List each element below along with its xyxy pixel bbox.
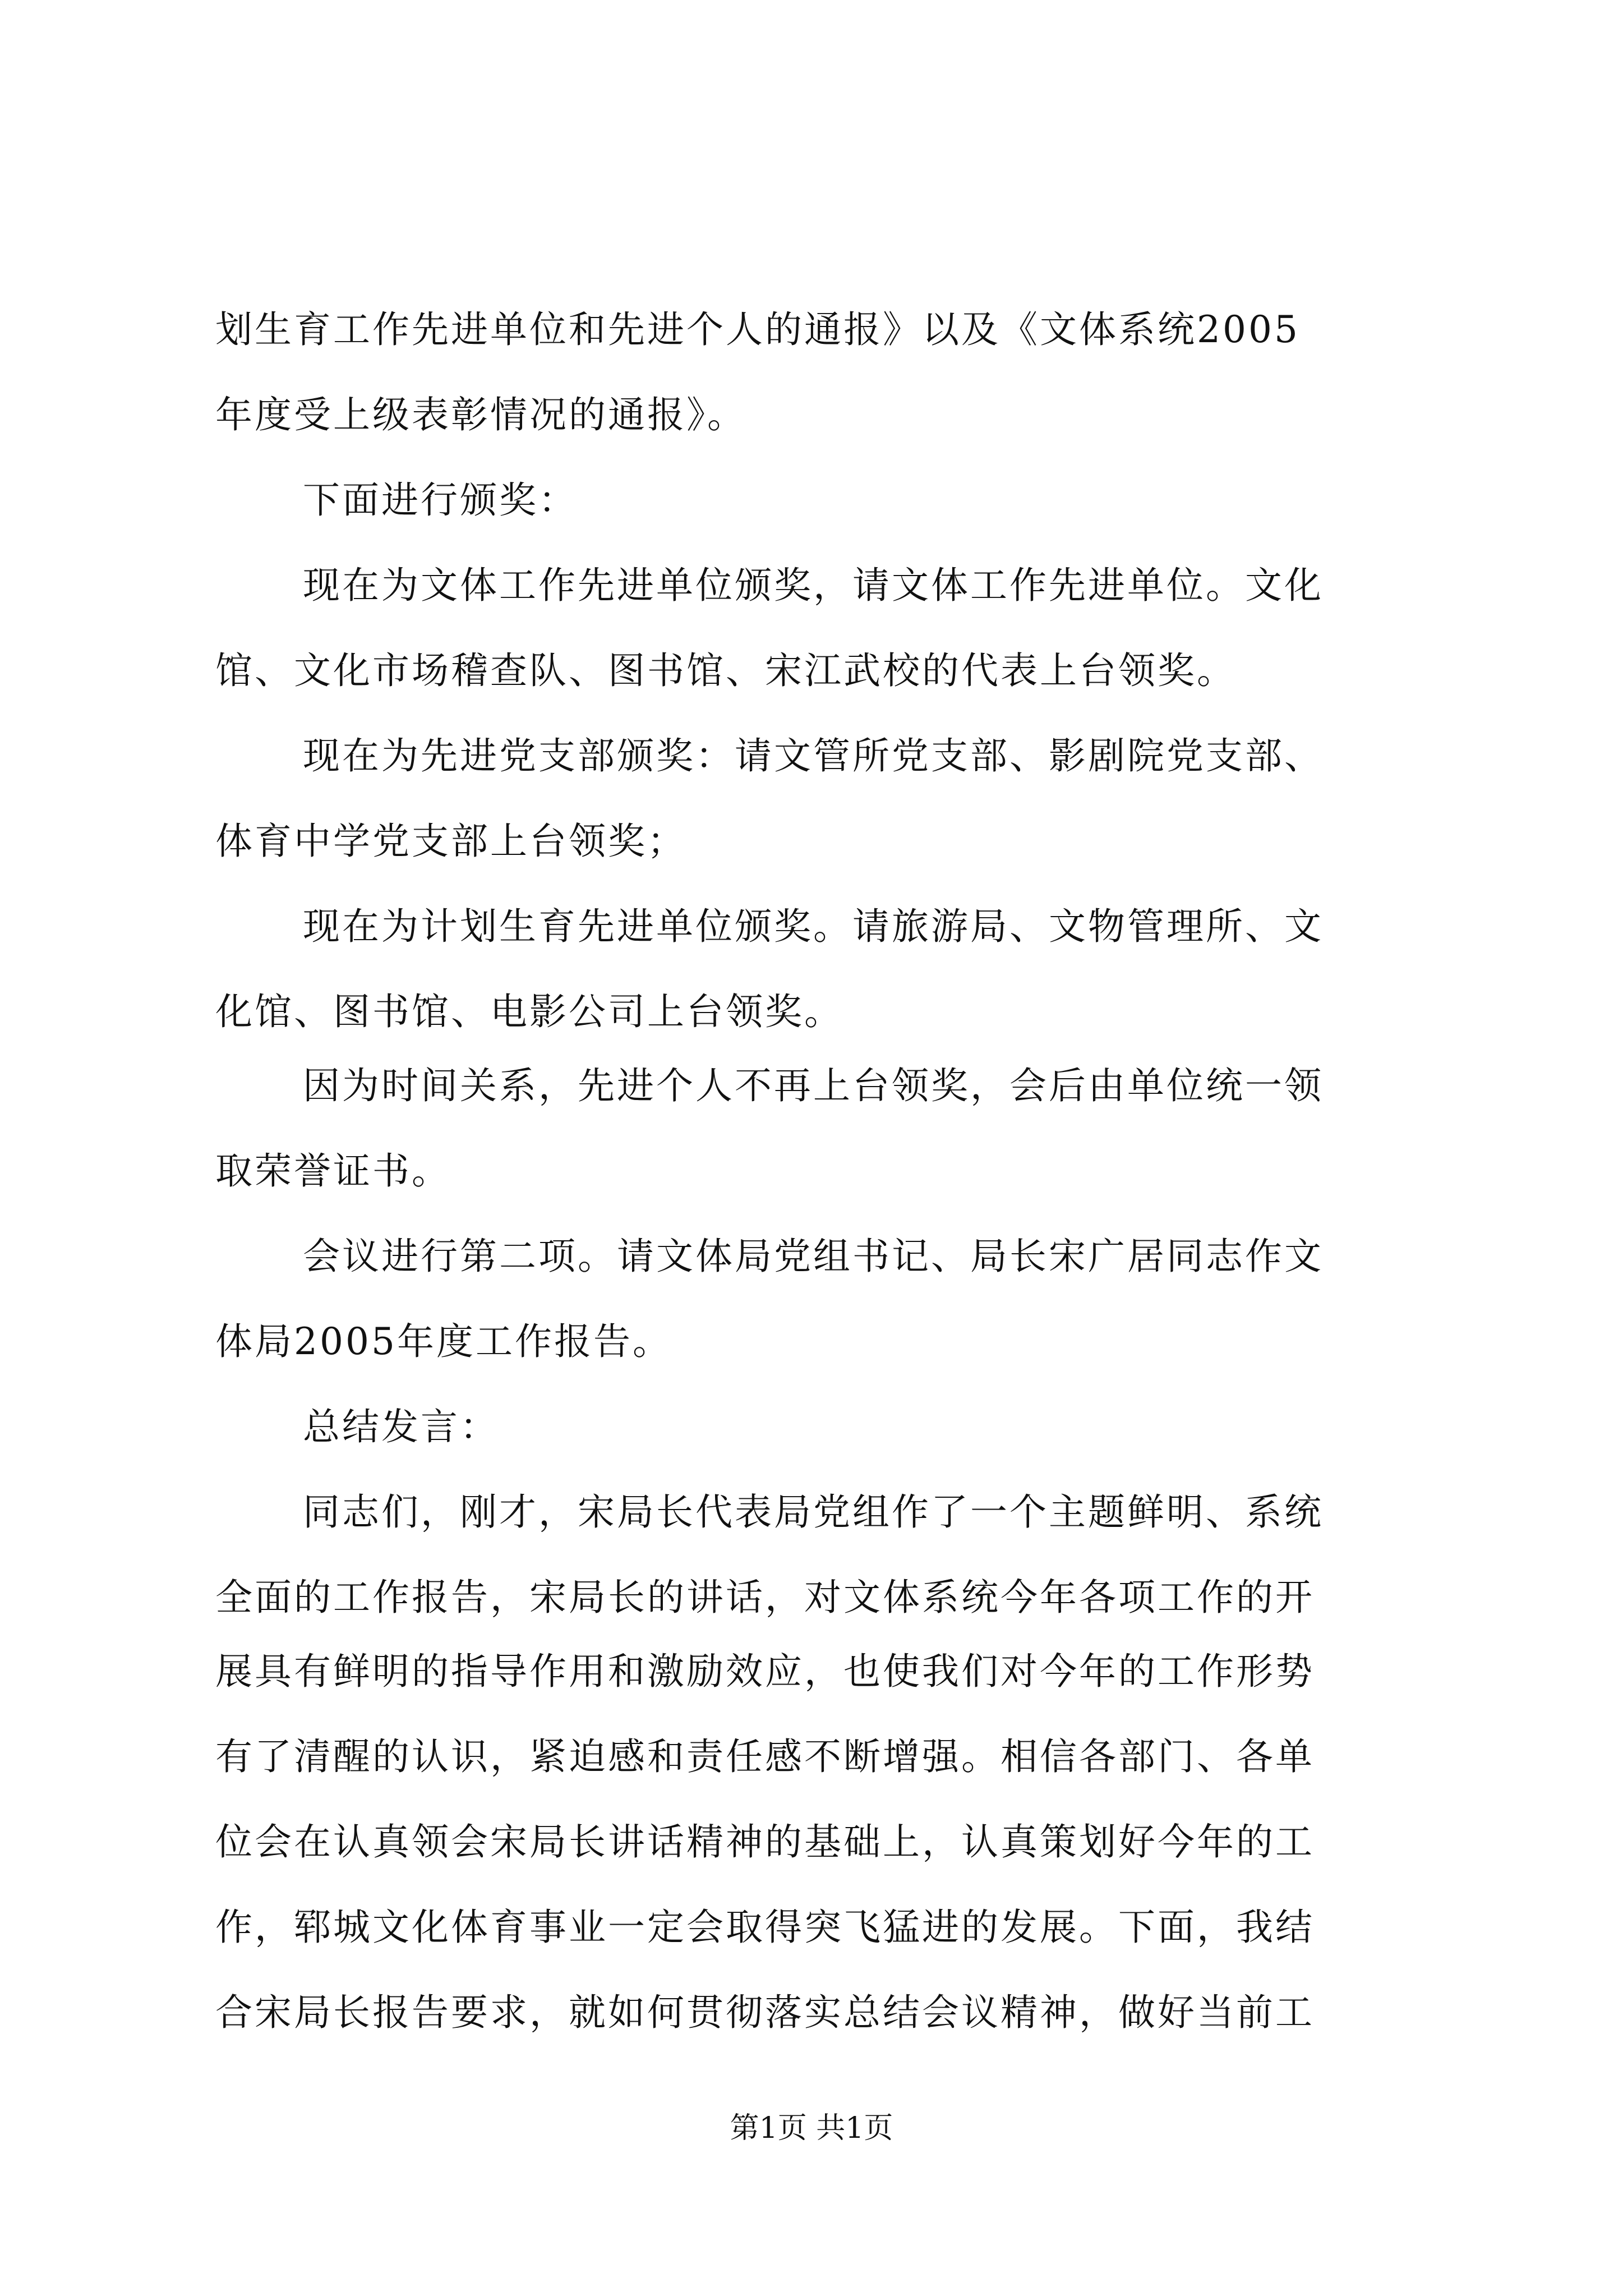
page-footer: 第1页 共1页 [730,2111,893,2145]
text-line: 同志们，刚才，宋局长代表局党组作了一个主题鲜明、系统 [303,1490,1324,1534]
text-line: 作，郓城文化体育事业一定会取得突飞猛进的发展。下面，我结 [215,1906,1315,1949]
text-line: 全面的工作报告，宋局长的讲话，对文体系统今年各项工作的开 [215,1576,1315,1619]
text-line: 体育中学党支部上台领奖； [215,820,686,863]
text-line: 现在为文体工作先进单位颁奖，请文体工作先进单位。文化 [303,564,1324,607]
text-line: 体局2005年度工作报告。 [215,1320,672,1363]
text-line: 馆、文化市场稽查队、图书馆、宋江武校的代表上台领奖。 [215,649,1236,692]
text-line: 总结发言： [303,1405,499,1448]
text-line: 取荣誉证书。 [215,1149,451,1193]
text-line: 划生育工作先进单位和先进个人的通报》以及《文体系统2005 [215,308,1300,351]
text-line: 展具有鲜明的指导作用和激励效应，也使我们对今年的工作形势 [215,1650,1315,1693]
text-line: 年度受上级表彰情况的通报》。 [215,393,746,436]
text-line: 现在为先进党支部颁奖：请文管所党支部、影剧院党支部、 [303,734,1324,777]
text-line: 会议进行第二项。请文体局党组书记、局长宋广居同志作文 [303,1235,1324,1278]
text-line: 现在为计划生育先进单位颁奖。请旅游局、文物管理所、文 [303,905,1324,948]
text-line: 化馆、图书馆、电影公司上台领奖。 [215,990,843,1033]
text-line: 位会在认真领会宋局长讲话精神的基础上，认真策划好今年的工 [215,1820,1315,1864]
text-line: 有了清醒的认识，紧迫感和责任感不断增强。相信各部门、各单 [215,1735,1315,1778]
text-line: 下面进行颁奖： [303,478,578,522]
text-line: 合宋局长报告要求，就如何贯彻落实总结会议精神，做好当前工 [215,1991,1315,2034]
text-line: 因为时间关系，先进个人不再上台领奖，会后由单位统一领 [303,1064,1324,1107]
